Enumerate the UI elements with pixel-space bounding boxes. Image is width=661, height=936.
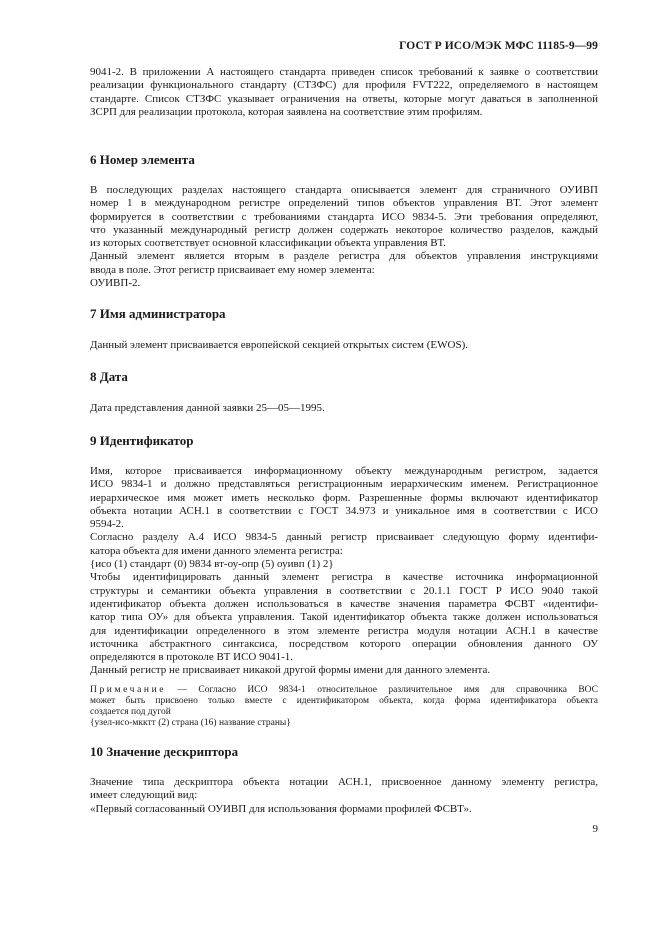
s9-p1-line-1: Имя, которое присваивается информационному объекту международным регистром, задается: [90, 465, 598, 477]
section-10-heading: 10 Значение дескриптора: [90, 744, 239, 759]
section-9-note: [90, 685, 598, 729]
section-6-heading: 6 Номер элемента: [90, 152, 195, 167]
section-6-paragraph-1: [90, 184, 598, 290]
s9-p2-line-1: Согласно разделу А.4 ИСО 9834-5 данный регистр присваивает следующую форму идентифи-: [90, 531, 598, 544]
s9-p1-line-5: 9594-2.: [90, 518, 124, 531]
s9-p4-line-7: определяются в протоколе ВТ ИСО 9041-1.: [90, 651, 294, 664]
s6-p1-line-4: что указанный международный регистр должен содержать некоторое количество разделов, каждый: [90, 223, 598, 236]
note-line-1: [90, 685, 598, 696]
s10-p1-line-2: имеет следующий вид:: [90, 789, 198, 802]
section-7-heading: 7 Имя администратора: [90, 306, 226, 321]
s7-p1: Данный элемент присваивается европейской секцией открытых систем (EWOS).: [90, 339, 468, 351]
intro-paragraph: [90, 66, 598, 119]
intro-line-1: 9041-2. В приложении А настоящего стандарта приведен список требований к заявке о соответствии: [90, 66, 598, 78]
s9-p5: Данный регистр не присваивает никакой другой формы имени для данного элемента.: [90, 664, 491, 677]
section-9-heading: 9 Идентификатор: [90, 433, 194, 448]
s9-p2-line-2: катора объекта для имени данного элемента регистра:: [90, 544, 343, 557]
s6-p2-line-2: ввода в поле. Этот регистр присваивает ему номер элемента:: [90, 263, 375, 276]
note-arc: {узел-исо-мкктт (2) страна (16) название страны}: [90, 718, 291, 728]
s9-p1-line-4: объекта нотации АСН.1 в соответствии с ГОСТ 34.973 и уникальное имя в соответствии с ИСО: [90, 504, 598, 517]
s8-p1: Дата представления данной заявки 25—05—1995.: [90, 402, 325, 414]
section-7-paragraph: [90, 339, 598, 352]
note-line-3: создается под дугой: [90, 707, 171, 717]
section-10-body: [90, 776, 598, 816]
s9-p4-line-3: идентификатор объекта должен использоваться в качестве значения параметра ФСВТ «идентифи-: [90, 597, 598, 610]
s9-p1-line-2: ИСО 9834-1 и должно представляться регистрационным иерархическим именем. Регистрационное: [90, 478, 598, 491]
note-line-2: может быть присвоено только вместе с идентификатором объекта, когда форма идентификатора объекта: [90, 696, 598, 706]
note-text-first: — Согласно ИСО 9834-1 относительное различительное имя для справочника ВОС: [166, 685, 598, 695]
s9-p4-line-1: Чтобы идентифицировать данный элемент регистра в качестве источника информационной: [90, 571, 598, 584]
section-9-body: [90, 465, 598, 678]
s9-p4-line-5: для идентификации определенного в этом элементе регистра модуля нотации АСН.1 в качестве: [90, 624, 598, 637]
intro-line-2: реализации функционального стандарту (СТЗФС) для профиля FVT222, определяемого в настоящем: [90, 79, 598, 92]
note-label: Примечание: [90, 685, 167, 695]
s6-p2-line-1: Данный элемент является вторым в разделе регистра для объектов управления инструкциями: [90, 250, 598, 263]
s6-p1-line-1: В последующих разделах настоящего стандарта описывается элемент для страничного ОУИВП: [90, 184, 598, 196]
section-8-heading: 8 Дата: [90, 369, 128, 384]
s6-p3: ОУИВП-2.: [90, 277, 141, 290]
s9-p3: {исо (1) стандарт (0) 9834 вт-оу-опр (5) оуивп (1) 2}: [90, 558, 334, 571]
s6-p1-line-2: номер 1 в международном регистре определений типов объектов управления ВТ. Этот элемент: [90, 197, 598, 210]
s10-p2: «Первый согласованный ОУИВП для использования формами профилей ФСВТ».: [90, 802, 472, 815]
s6-p1-line-5: из которых соответствует основной классификации объекта управления ВТ.: [90, 237, 446, 250]
s6-p1-line-3: формируется в соответствии с требованиями стандарта ИСО 9834-5. Эти требования определяют,: [90, 210, 598, 223]
s9-p1-line-3: иерархическое имя может иметь несколько форм. Разрешенные формы включают идентификатор: [90, 491, 598, 504]
s10-p1-line-1: Значение типа дескриптора объекта нотации АСН.1, присвоенное данному элементу регистра,: [90, 776, 598, 788]
standard-header: ГОСТ Р ИСО/МЭК МФС 11185-9—99: [399, 40, 598, 52]
s9-p4-line-2: структуры и семантики объекта управления в соответствии с 20.1.1 ГОСТ Р ИСО 9040 такой: [90, 584, 598, 597]
section-8-paragraph: [90, 402, 598, 415]
intro-line-3: стандарте. Список СТЗФС указывает ограничения на ответы, которые могут даваться в заполненной: [90, 92, 598, 105]
s9-p4-line-4: катор типа ОУ» для объекта управления. Такой идентификатор объекта также должен использоваться: [90, 611, 598, 624]
intro-line-4: ЗСРП для реализации протокола, которая заявлена на соответствие этим профилям.: [90, 105, 483, 118]
page-number: 9: [592, 823, 598, 835]
s9-p4-line-6: источника абстрактного синтаксиса, посредством которого операции обновления данного ОУ: [90, 637, 598, 650]
